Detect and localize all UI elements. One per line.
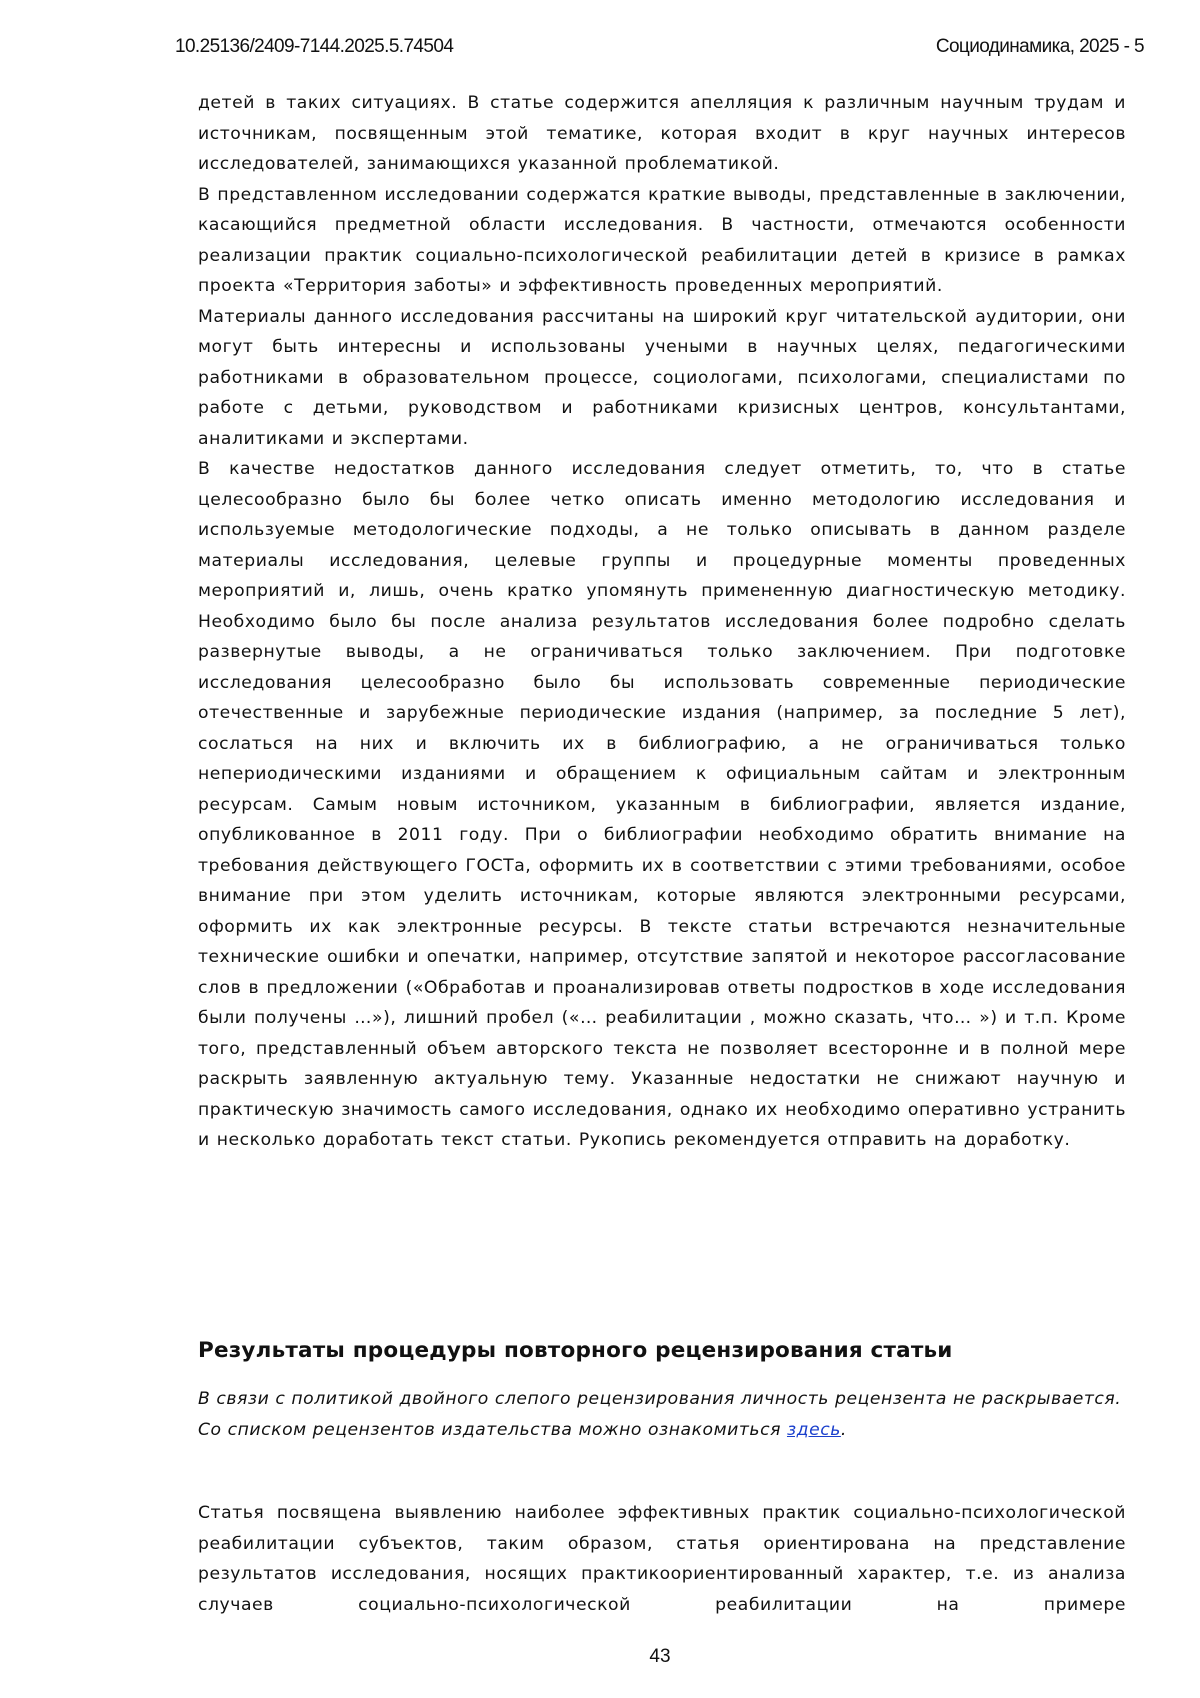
repeat-review-paragraph: Статья посвящена выявлению наиболее эффективных практик социально-психологической реабилитации субъектов, таким образом, статья ориентирована на представление результатов исследования, носящих практикоориентированный характер, т.е. из анализа случаев социально-психологической реабилитации на примере [198,1503,1126,1615]
section-title: Результаты процедуры повторного рецензирования статьи [198,1338,953,1363]
page-number: 43 [649,1646,671,1667]
reviewer-note [198,1384,1126,1445]
review-text-block [198,88,1126,1156]
review-paragraph: В качестве недостатков данного исследования следует отметить, то, что в статье целесообразно было бы более четко описать именно методологию исследования и используемые методологические подходы, а не только описывать в данном разделе материалы исследования, целевые группы и процедурные моменты проведенных мероприятий и, лишь, очень кратко упомянуть примененную диагностическую методику. Необходимо было бы после анализа результатов исследования более подробно сделать развернутые выводы, а не ограничиваться только заключением. При подготовке исследования целесообразно было бы использовать современные периодические отечественные и зарубежные периодические издания (например, за последние 5 лет), сослаться на них и включить их в библиографию, а не ограничиваться только непериодическими изданиями и обращением к официальным сайтам и электронным ресурсам. Самым новым источником, указанным в библиографии, является издание, опубликованное в 2011 году. При о библиографии необходимо обратить внимание на требования действующего ГОСТа, оформить их в соответствии с этими требованиями, особое внимание при этом уделить источникам, которые являются электронными ресурсами, оформить их как электронные ресурсы. В тексте статьи встречаются незначительные технические ошибки и опечатки, например, отсутствие запятой и некоторое рассогласование слов в предложении («Обработав и проанализировав ответы подростков в ходе исследования были получены …»), лишний пробел («… реабилитации , можно сказать, что… ») и т.п. Кроме того, представленный объем авторского текста не позволяет всесторонне и в полной мере раскрыть заявленную актуальную тему. Указанные недостатки не снижают научную и практическую значимость самого исследования, однако их необходимо оперативно устранить и несколько доработать текст статьи. Рукопись рекомендуется отправить на доработку. [198,459,1126,1150]
blind-review-note: В связи с политикой двойного слепого рецензирования личность рецензента не раскрывается. [198,1389,1122,1409]
reviewers-list-note [198,1415,1126,1446]
repeat-review-text [198,1498,1126,1620]
journal-issue: Социодинамика, 2025 - 5 [935,36,1144,57]
reviewers-list-link[interactable]: здесь [786,1419,841,1440]
article-doi: 10.25136/2409-7144.2025.5.74504 [175,36,454,57]
reviewers-list-suffix: . [840,1419,847,1440]
review-paragraph: В представленном исследовании содержатся краткие выводы, представленные в заключении, касающийся предметной области исследования. В частности, отмечаются особенности реализации практик социально-психологической реабилитации детей в кризисе в рамках проекта «Территория заботы» и эффективность проведенных мероприятий. [198,184,1126,296]
review-paragraph: детей в таких ситуациях. В статье содержится апелляция к различным научным трудам и источникам, посвященным этой тематике, которая входит в круг научных интересов исследователей, занимающихся указанной проблематикой. [198,93,1126,174]
reviewers-list-text: Со списком рецензентов издательства можно ознакомиться [198,1419,787,1440]
review-paragraph: Материалы данного исследования рассчитаны на широкий круг читательской аудитории, они могут быть интересны и использованы учеными в научных целях, педагогическими работниками в образовательном процессе, социологами, психологами, специалистами по работе с детьми, руководством и работниками кризисных центров, консультантами, аналитиками и экспертами. [198,306,1126,449]
